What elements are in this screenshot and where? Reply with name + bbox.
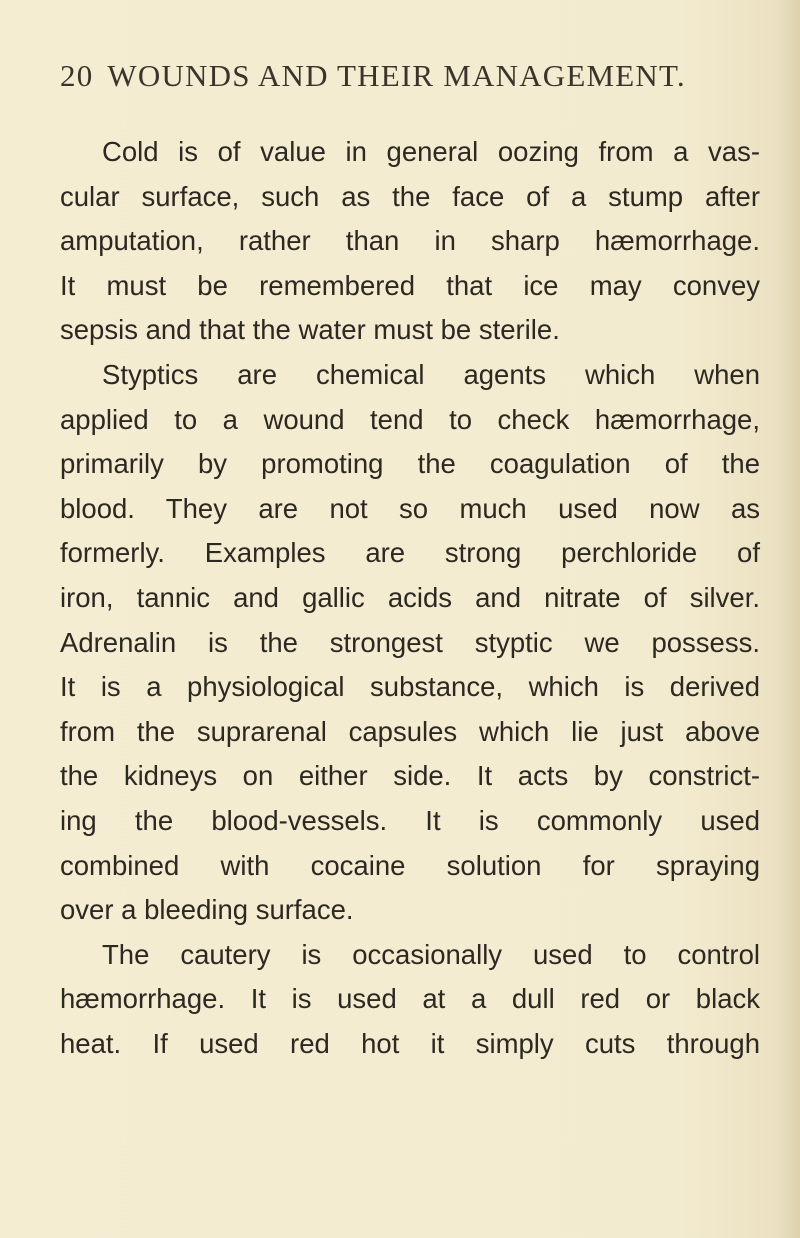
text-line: Adrenalin is the strongest styptic we possess. [60, 626, 760, 658]
text-line: sepsis and that the water must be sterile. [60, 314, 560, 346]
running-header [60, 56, 740, 96]
text-line: ing the blood-vessels. It is commonly used [60, 804, 760, 836]
text-line: It must be remembered that ice may convey [60, 269, 760, 301]
running-title: WOUNDS AND THEIR MANAGEMENT. [107, 58, 686, 93]
text-line: combined with cocaine solution for spraying [60, 849, 760, 881]
page-number: 20 [60, 58, 94, 93]
text-line: amputation, rather than in sharp hæmorrhage. [60, 225, 760, 257]
text-line: over a bleeding surface. [60, 894, 354, 926]
text-line: cular surface, such as the face of a stump after [60, 180, 760, 212]
text-line: Styptics are chemical agents which when [102, 358, 760, 390]
text-line: the kidneys on either side. It acts by constrict- [60, 760, 760, 792]
text-line: blood. They are not so much used now as [60, 492, 760, 524]
text-line: applied to a wound tend to check hæmorrhage, [60, 403, 760, 435]
text-line: It is a physiological substance, which is derived [60, 671, 760, 703]
text-line: hæmorrhage. It is used at a dull red or black [60, 983, 760, 1015]
text-line: Cold is of value in general oozing from a vas- [102, 136, 760, 167]
text-line: The cautery is occasionally used to control [102, 938, 760, 970]
text-line: heat. If used red hot it simply cuts through [60, 1027, 760, 1059]
text-line: primarily by promoting the coagulation of the [60, 448, 760, 480]
text-line: formerly. Examples are strong perchloride of [60, 537, 760, 569]
text-line: from the suprarenal capsules which lie just above [60, 715, 760, 747]
body-text [60, 130, 760, 1066]
text-line: iron, tannic and gallic acids and nitrate of silver. [60, 581, 760, 613]
